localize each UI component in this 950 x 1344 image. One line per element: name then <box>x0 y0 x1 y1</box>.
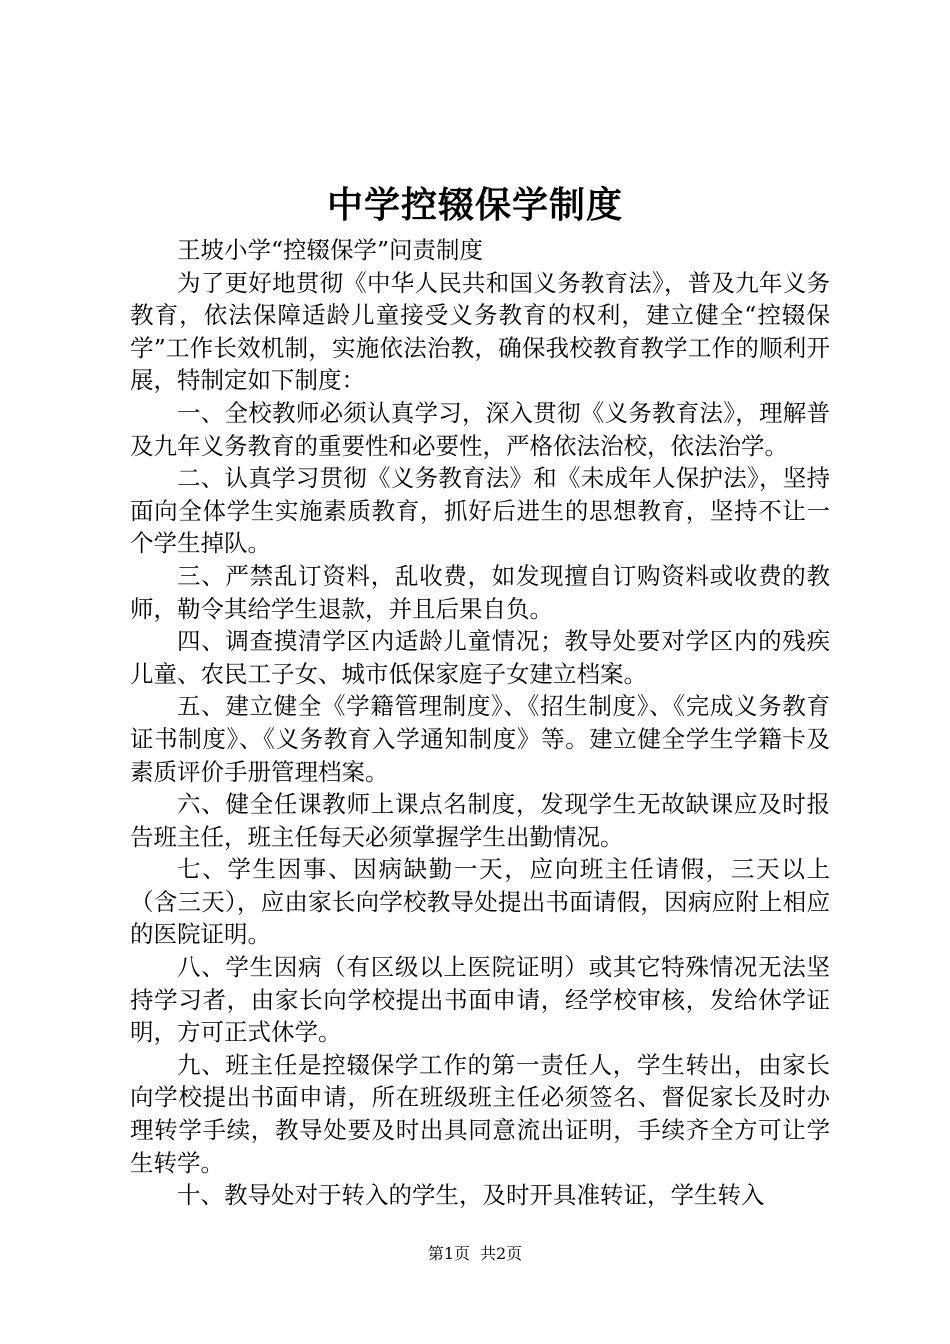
document-title: 中学控辍保学制度 <box>326 184 623 226</box>
body-paragraph-item-6: 六、健全任课教师上课点名制度，发现学生无故缺课应及时报告班主任，班主任每天必须掌握学生出勤情况。 <box>130 790 830 851</box>
body-paragraph-item-10: 十、教导处对于转入的学生，及时开具准转证，学生转入 <box>177 1181 765 1210</box>
body-paragraph-item-9: 九、班主任是控辍保学工作的第一责任人，学生转出，由家长向学校提出书面申请，所在班级班主任必须签名、督促家长及时办理转学手续，教导处要及时出具同意流出证明，手续齐全方可让学生转学。 <box>130 1050 830 1177</box>
body-paragraph-subtitle: 王坡小学“控辍保学”问责制度 <box>177 236 484 264</box>
body-paragraph-item-3: 三、严禁乱订资料，乱收费，如发现擅自订购资料或收费的教师，勒令其给学生退款，并且后果自负。 <box>130 561 830 623</box>
page-total: 共2页 <box>480 1244 523 1263</box>
body-paragraph-intro: 为了更好地贯彻《中华人民共和国义务教育法》，普及九年义务教育，依法保障适龄儿童接受义务教育的权利，建立健全“控辍保学”工作长效机制，实施依法治教，确保我校教育教学工作的顺利开展，特制定如下制度： <box>130 268 830 395</box>
body-paragraph-item-7: 七、学生因事、因病缺勤一天，应向班主任请假，三天以上（含三天），应由家长向学校教导处提出书面请假，因病应附上相应的医院证明。 <box>130 855 830 949</box>
document-body <box>130 234 830 1212</box>
body-paragraph-item-5: 五、建立健全《学籍管理制度》、《招生制度》、《完成义务教育证书制度》、《义务教育入学通知制度》等。建立健全学生学籍卡及素质评价手册管理档案。 <box>130 692 830 786</box>
page-footer <box>0 1243 950 1265</box>
body-paragraph-item-4: 四、调查摸清学区内适龄儿童情况；教导处要对学区内的残疾儿童、农民工子女、城市低保家庭子女建立档案。 <box>130 627 830 688</box>
body-paragraph-item-8: 八、学生因病（有区级以上医院证明）或其它特殊情况无法坚持学习者，由家长向学校提出书面申请，经学校审核，发给休学证明，方可正式休学。 <box>130 953 830 1047</box>
body-paragraph-item-1: 一、全校教师必须认真学习，深入贯彻《义务教育法》，理解普及九年义务教育的重要性和必要性，严格依法治校，依法治学。 <box>130 398 830 460</box>
body-paragraph-item-2: 二、认真学习贯彻《义务教育法》和《未成年人保护法》，坚持面向全体学生实施素质教育，抓好后进生的思想教育，坚持不让一个学生掉队。 <box>130 464 830 558</box>
page-number: 第1页 <box>427 1244 470 1263</box>
